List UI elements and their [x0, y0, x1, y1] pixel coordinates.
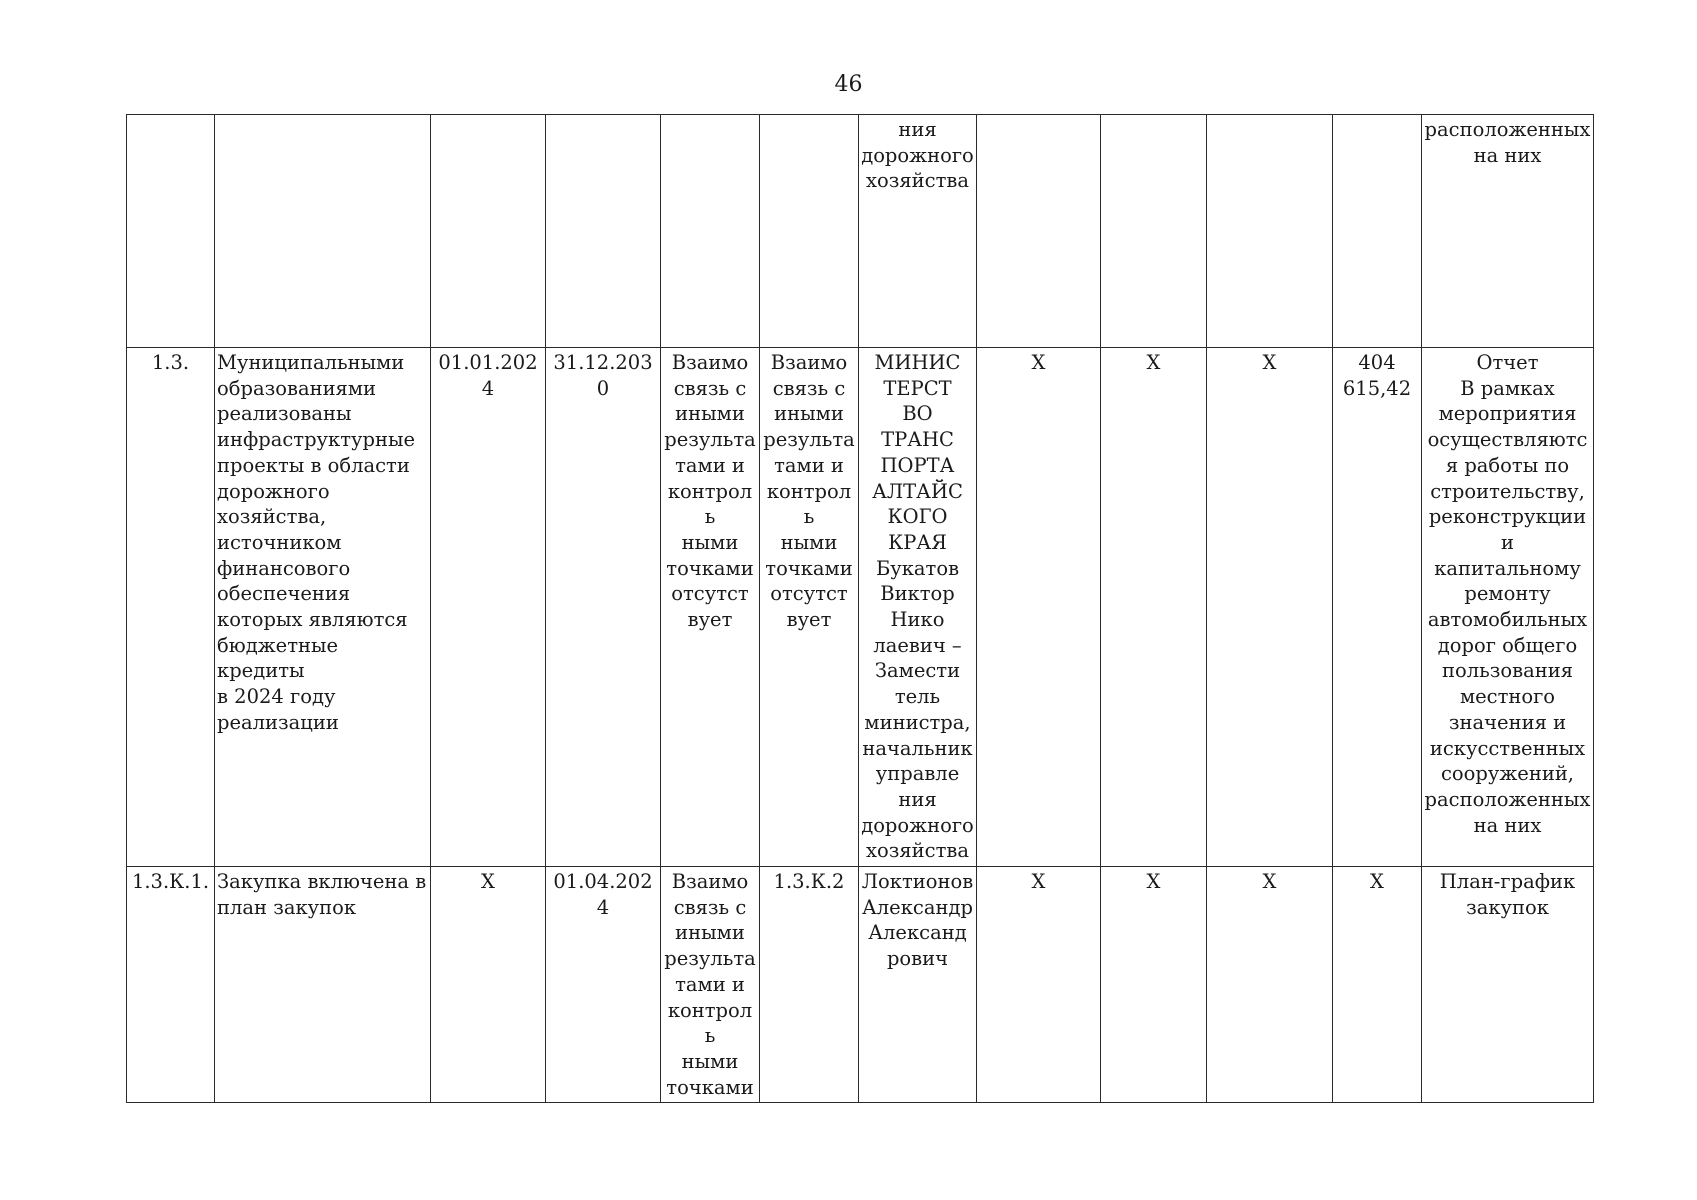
value-cell: [1101, 115, 1207, 348]
value-cell: [977, 115, 1101, 348]
document-cell: расположенных на них: [1422, 115, 1594, 348]
table-row: [127, 115, 1594, 348]
result-name-cell: [215, 115, 431, 348]
successor-cell: Взаимо связь с иными результа тами и контроль ными точками отсутст вует: [760, 348, 859, 867]
amount-cell: 404 615,42: [1333, 348, 1422, 867]
row-number-cell: [127, 115, 215, 348]
value-cell: Х: [1101, 867, 1207, 1103]
amount-cell: Х: [1333, 867, 1422, 1103]
document-cell: План-график закупок: [1422, 867, 1594, 1103]
predecessor-cell: Взаимо связь с иными результа тами и контроль ными точками отсутст вует: [661, 348, 760, 867]
value-cell: Х: [977, 348, 1101, 867]
row-number-cell: 1.3.: [127, 348, 215, 867]
value-cell: Х: [1207, 348, 1333, 867]
document-cell: Отчет В рамках мероприятия осуществляютс я работы по строительству, реконструкции и капитальному ремонту автомобильных дорог общего пользования местного значения и искусственных сооружений, расположенных на них: [1422, 348, 1594, 867]
start-date-cell: Х: [431, 867, 546, 1103]
successor-cell: [760, 115, 859, 348]
plan-table: [126, 114, 1594, 1103]
table-row: [127, 867, 1594, 1103]
end-date-cell: 01.04.2024: [546, 867, 661, 1103]
row-number-cell: 1.3.К.1.: [127, 867, 215, 1103]
predecessor-cell: [661, 115, 760, 348]
end-date-cell: 31.12.2030: [546, 348, 661, 867]
successor-cell: 1.3.К.2: [760, 867, 859, 1103]
responsible-cell: МИНИС ТЕРСТ ВО ТРАНС ПОРТА АЛТАЙС КОГО КРАЯ Букатов Виктор Нико лаевич – Замести тель министра, начальник управле ния дорожного хозяйства: [859, 348, 977, 867]
amount-cell: [1333, 115, 1422, 348]
value-cell: Х: [977, 867, 1101, 1103]
result-name-cell: Муниципальными образованиями реализованы инфраструктурные проекты в области дорожного хозяйства, источником финансового обеспечения которых являются бюджетные кредиты в 2024 году реализации: [215, 348, 431, 867]
table-row: [127, 348, 1594, 867]
start-date-cell: [431, 115, 546, 348]
responsible-cell: ния дорожного хозяйства: [859, 115, 977, 348]
value-cell: Х: [1207, 867, 1333, 1103]
page-number: 46: [834, 72, 863, 97]
end-date-cell: [546, 115, 661, 348]
responsible-cell: Локтионов Александр Александ рович: [859, 867, 977, 1103]
predecessor-cell: Взаимо связь с иными результа тами и контроль ными точками: [661, 867, 760, 1103]
value-cell: [1207, 115, 1333, 348]
result-name-cell: Закупка включена в план закупок: [215, 867, 431, 1103]
start-date-cell: 01.01.2024: [431, 348, 546, 867]
value-cell: Х: [1101, 348, 1207, 867]
